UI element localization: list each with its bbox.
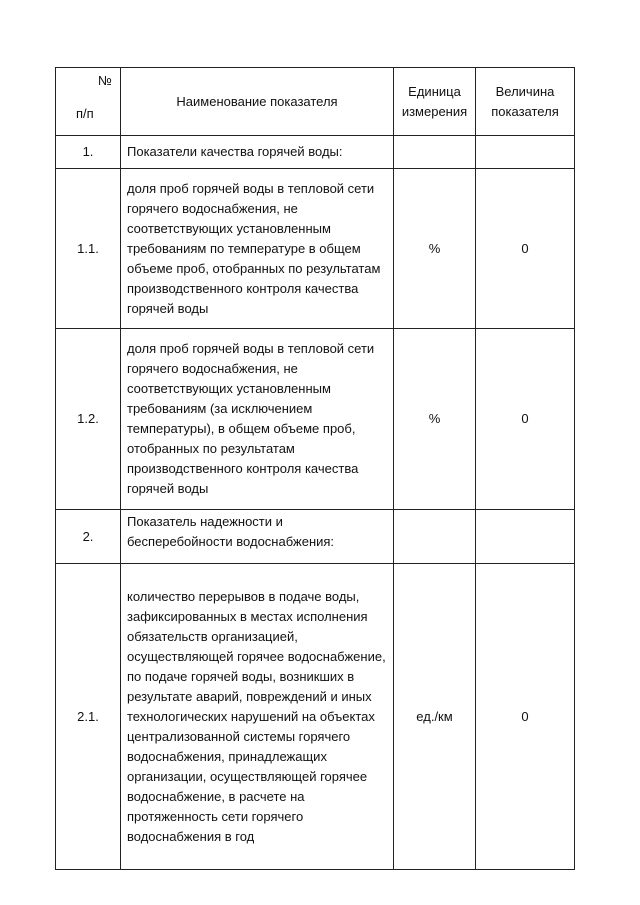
row-name: Показатели качества горячей воды: [121,136,394,169]
header-value-cell: Величина показателя [476,68,575,136]
row-unit [394,510,476,564]
header-row [56,68,575,136]
header-number-sign: № [98,73,112,88]
table-row [56,329,575,510]
row-value [476,136,575,169]
row-number: 1. [56,136,121,169]
row-number: 1.1. [56,169,121,329]
row-value: 0 [476,564,575,870]
row-value: 0 [476,169,575,329]
table-row [56,510,575,564]
row-unit: % [394,169,476,329]
row-name: доля проб горячей воды в тепловой сети горячего водоснабжения, не соответствующих установленным требованиям по температуре в общем объеме проб, отобранных по результатам производственного контроля качества горячей воды [121,169,394,329]
header-unit-cell: Единица измерения [394,68,476,136]
row-value: 0 [476,329,575,510]
row-name: Показатель надежности и бесперебойности водоснабжения: [121,510,394,564]
indicators-table [55,67,575,870]
header-name-cell: Наименование показателя [121,68,394,136]
row-unit: % [394,329,476,510]
table-row [56,136,575,169]
row-unit: ед./км [394,564,476,870]
row-number: 2.1. [56,564,121,870]
row-unit [394,136,476,169]
table-row [56,564,575,870]
row-value [476,510,575,564]
table-row [56,169,575,329]
header-number-pp: п/п [76,106,94,121]
header-number-cell [56,68,121,136]
row-number: 1.2. [56,329,121,510]
row-name: доля проб горячей воды в тепловой сети горячего водоснабжения, не соответствующих установленным требованиям (за исключением температуры), в общем объеме проб, отобранных по результатам производственного контроля качества горячей воды [121,329,394,510]
row-name: количество перерывов в подаче воды, зафиксированных в местах исполнения обязательств организацией, осуществляющей горячее водоснабжение, по подаче горячей воды, возникших в результате аварий, повреждений и иных технологических нарушений на объектах централизованной системы горячего водоснабжения, принадлежащих организации, осуществляющей горячее водоснабжение, в расчете на протяженность сети горячего водоснабжения в год [121,564,394,870]
row-number: 2. [56,510,121,564]
